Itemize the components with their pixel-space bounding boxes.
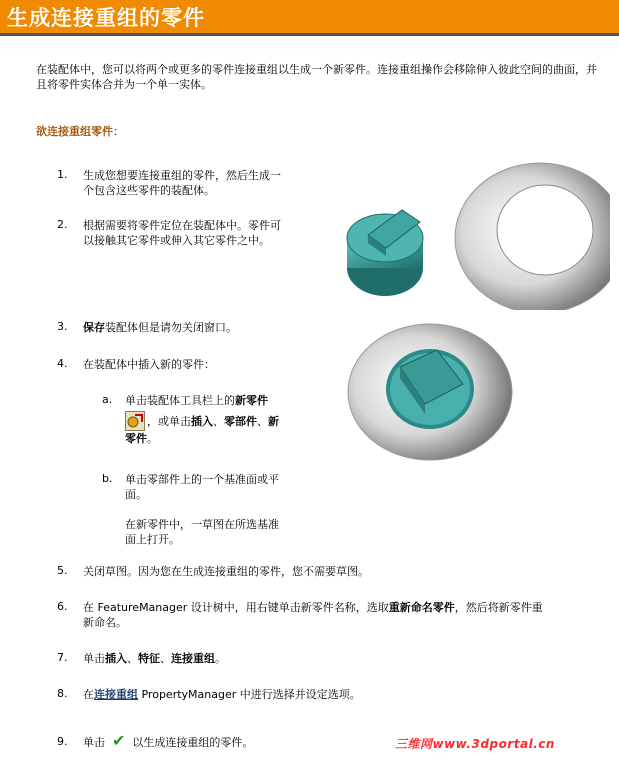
intro-paragraph: 在装配体中，您可以将两个或更多的零件连接重组以生成一个新零件。连接重组操作会移除伸入彼此空间的曲面，并且将零件实体合并为一个单一实体。	[36, 63, 597, 91]
step-2-line2: 以接触其它零件或伸入其它零件之中。	[83, 234, 270, 247]
new-part-keyword: 新零件	[235, 394, 268, 407]
substep-b-line4: 面上打开。	[125, 533, 180, 546]
procedure-heading: 欲连接重组零件：	[36, 125, 124, 138]
step-number: 4.	[57, 357, 68, 370]
separator: 、	[257, 415, 268, 428]
step-6-line2: 新命名。	[83, 616, 127, 629]
step-3-text: 装配体但是请勿关闭窗口。	[105, 321, 237, 334]
step-6-post: ，然后将新零件重	[454, 601, 543, 614]
step-6-pre: 在 FeatureManager 设计树中，用右键单击新零件名称，选取	[83, 601, 389, 614]
step-8-pre: 在	[83, 688, 94, 701]
step-2	[83, 218, 281, 248]
insert-keyword: 插入	[191, 415, 213, 428]
ring-part	[455, 163, 610, 310]
substep-a-prefix: 单击装配体工具栏上的	[125, 394, 235, 407]
join-keyword: 连接重组	[171, 652, 215, 665]
separator: 、	[127, 652, 138, 665]
join-link[interactable]: 连接重组	[94, 688, 138, 701]
substep-label: b.	[102, 472, 113, 485]
step-1-line1: 生成您想要连接重组的零件，然后生成一	[83, 169, 281, 182]
step-1-line2: 个包含这些零件的装配体。	[83, 184, 215, 197]
insert-keyword: 插入	[105, 652, 127, 665]
component-keyword: 零部件	[224, 415, 257, 428]
step-number: 1.	[57, 168, 68, 181]
step-1	[83, 168, 281, 198]
page-header	[0, 0, 619, 36]
step-4: 在装配体中插入新的零件：	[83, 358, 215, 371]
period: 。	[215, 652, 226, 665]
new-part-icon[interactable]	[125, 411, 145, 431]
feature-keyword: 特征	[138, 652, 160, 665]
step-8	[83, 687, 361, 702]
substep-b	[125, 472, 279, 547]
rename-part-keyword: 重新命名零件	[388, 601, 455, 614]
step-2-line1: 根据需要将零件定位在装配体中。零件可	[83, 219, 281, 232]
substep-a-mid: ，或单击	[147, 415, 191, 428]
substep-b-line1: 单击零部件上的一个基准面或平	[125, 473, 279, 486]
substep-b-line2: 面。	[125, 488, 147, 501]
step-number: 9.	[57, 735, 68, 748]
step-number: 7.	[57, 651, 68, 664]
knob-part	[347, 210, 423, 296]
period: 。	[147, 432, 158, 445]
checkmark-icon[interactable]: ✔	[112, 731, 126, 750]
save-keyword: 保存	[83, 321, 105, 334]
step-9-pre: 单击	[83, 736, 105, 749]
step-8-post: PropertyManager 中进行选择并设定选项。	[138, 688, 361, 701]
step-5: 关闭草图。因为您在生成连接重组的零件，您不需要草图。	[83, 565, 369, 578]
step-9-post: 以生成连接重组的零件。	[132, 736, 254, 749]
page-title: 生成连接重组的零件	[7, 6, 205, 30]
step-3	[83, 320, 237, 335]
step-6	[83, 600, 603, 630]
separate-parts-illustration	[340, 160, 610, 310]
step-9	[83, 733, 253, 750]
separator: 、	[213, 415, 224, 428]
step-number: 2.	[57, 218, 68, 231]
step-number: 3.	[57, 320, 68, 333]
step-number: 5.	[57, 564, 68, 577]
part-keyword: 零件	[125, 432, 147, 445]
watermark: 三维网www.3dportal.cn	[395, 737, 555, 751]
separator: 、	[160, 652, 171, 665]
step-7	[83, 651, 226, 666]
step-number: 8.	[57, 687, 68, 700]
substep-a	[125, 393, 310, 446]
step-7-pre: 单击	[83, 652, 105, 665]
substep-b-line3: 在新零件中，一草图在所选基准	[125, 518, 279, 531]
assembled-parts-illustration	[345, 322, 515, 462]
step-number: 6.	[57, 600, 68, 613]
new-keyword: 新	[268, 415, 279, 428]
substep-label: a.	[102, 393, 113, 406]
